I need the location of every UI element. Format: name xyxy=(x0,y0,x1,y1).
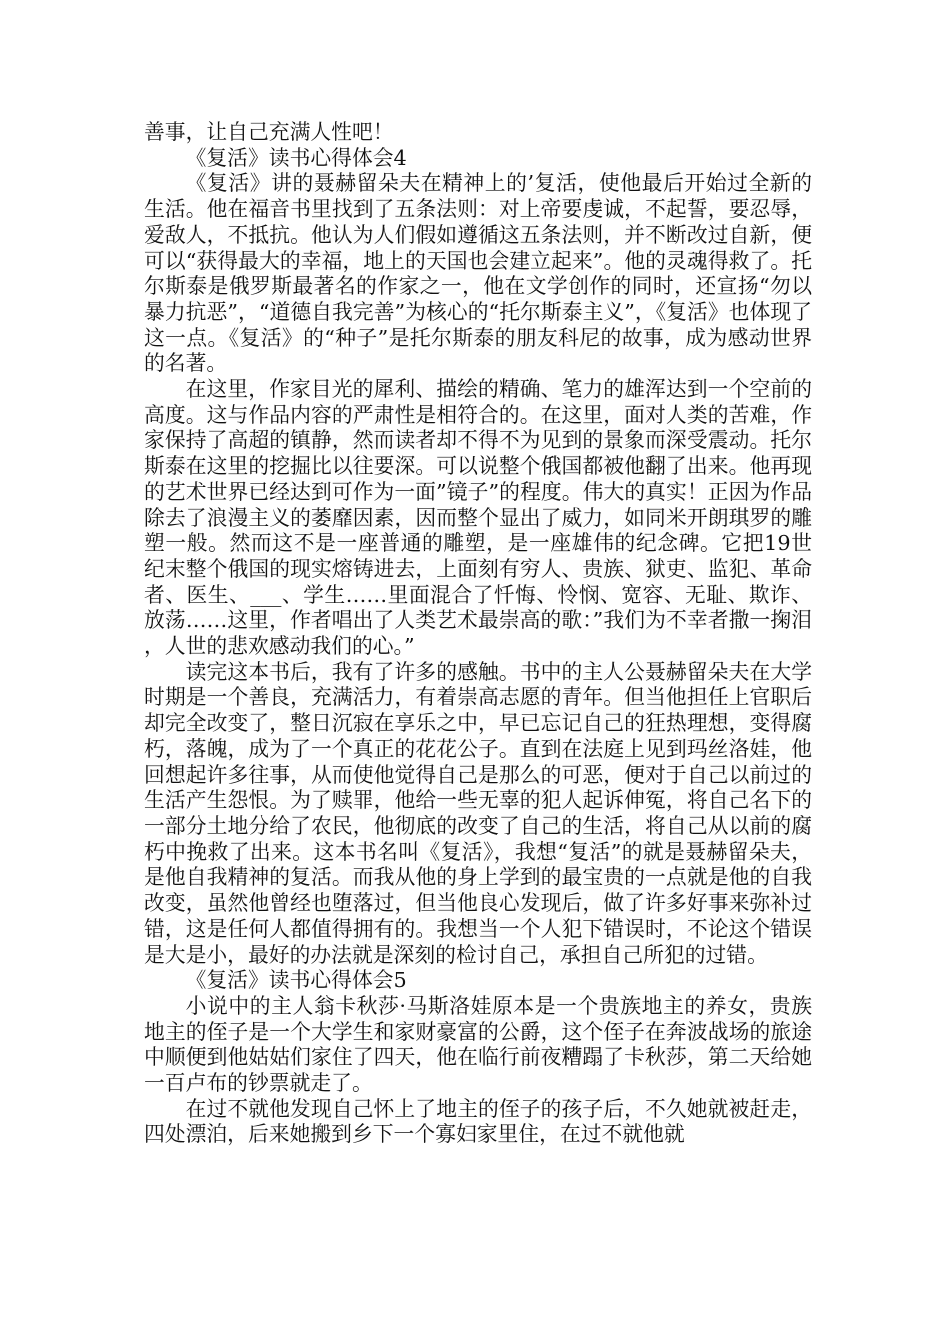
paragraph: 在过不就他发现自己怀上了地主的侄子的孩子后，不久她就被赶走，四处漂泊，后来她搬到乡下一个寡妇家里住，在过不就他就 xyxy=(144,1096,812,1147)
section-heading: 《复活》读书心得体会4 xyxy=(185,145,407,170)
paragraph: 读完这本书后，我有了许多的感触。书中的主人公聂赫留朵夫在大学时期是一个善良，充满活力，有着崇高志愿的青年。但当他担任上官职后却完全改变了，整日沉寂在享乐之中，早已忘记自己的狂热理想，变得腐朽，落魄，成为了一个真正的花花公子。直到在法庭上见到玛丝洛娃，他回想起许多往事，从而使他觉得自己是那么的可恶，便对于自己以前过的生活产生怨恨。为了赎罪，他给一些无辜的犯人起诉伸冤，将自己名下的一部分土地分给了农民，他彻底的改变了自己的生活，将自己从以前的腐朽中挽救了出来。这本书名叫《复活》，我想“复活”的就是聂赫留朵夫，是他自我精神的复活。而我从他的身上学到的最宝贵的一点就是他的自我改变，虽然他曾经也堕落过，但当他良心发现后，做了许多好事来弥补过错，这是任何人都值得拥有的。我想当一个人犯下错误时，不论这个错误是大是小，最好的办法就是深刻的检讨自己，承担自己所犯的过错。 xyxy=(144,659,812,967)
section-heading: 《复活》读书心得体会5 xyxy=(185,968,407,993)
paragraph: 《复活》讲的聂赫留朵夫在精神上的’复活，使他最后开始过全新的生活。他在福音书里找到了五条法则：对上帝要虔诚，不起誓，要忍辱，爱敌人，不抵抗。他认为人们假如遵循这五条法则，并不断改过自新，便可以“获得最大的幸福，地上的天国也会建立起来”。他的灵魂得救了。托尔斯泰是俄罗斯最著名的作家之一，他在文学创作的同时，还宣扬“勿以暴力抗恶”，“道德自我完善”为核心的“托尔斯泰主义”，《复活》也体现了这一点。《复活》的“种子”是托尔斯泰的朋友科尼的故事，成为感动世界的名著。 xyxy=(144,171,812,376)
document-body xyxy=(144,120,812,1148)
paragraph: 在这里，作家目光的犀利、描绘的精确、笔力的雄浑达到一个空前的高度。这与作品内容的严肃性是相符合的。在这里，面对人类的苦难，作家保持了高超的镇静，然而读者却不得不为见到的景象而深受震动。托尔斯泰在这里的挖掘比以往要深。可以说整个俄国都被他翻了出来。他再现的艺术世界已经达到可作为一面”镜子”的程度。伟大的真实！正因为作品除去了浪漫主义的萎靡因素，因而整个显出了威力，如同米开朗琪罗的雕塑一般。然而这不是一座普通的雕塑，是一座雄伟的纪念碑。它把19世纪末整个俄国的现实熔铸进去，上面刻有穷人、贵族、狱吏、监犯、革命者、医生、___、学生……里面混合了忏悔、怜悯、宽容、无耻、欺诈、放荡……这里，作者唱出了人类艺术最崇高的歌：”我们为不幸者撒一掬泪，人世的悲欢感动我们的心。” xyxy=(144,377,812,659)
paragraph: 善事，让自己充满人性吧！ xyxy=(144,120,394,144)
paragraph: 小说中的主人翁卡秋莎·马斯洛娃原本是一个贵族地主的养女，贵族地主的侄子是一个大学生和家财豪富的公爵，这个侄子在奔波战场的旅途中顺便到他姑姑们家住了四天，他在临行前夜糟蹋了卡秋莎，第二天给她一百卢布的钞票就走了。 xyxy=(144,993,812,1096)
